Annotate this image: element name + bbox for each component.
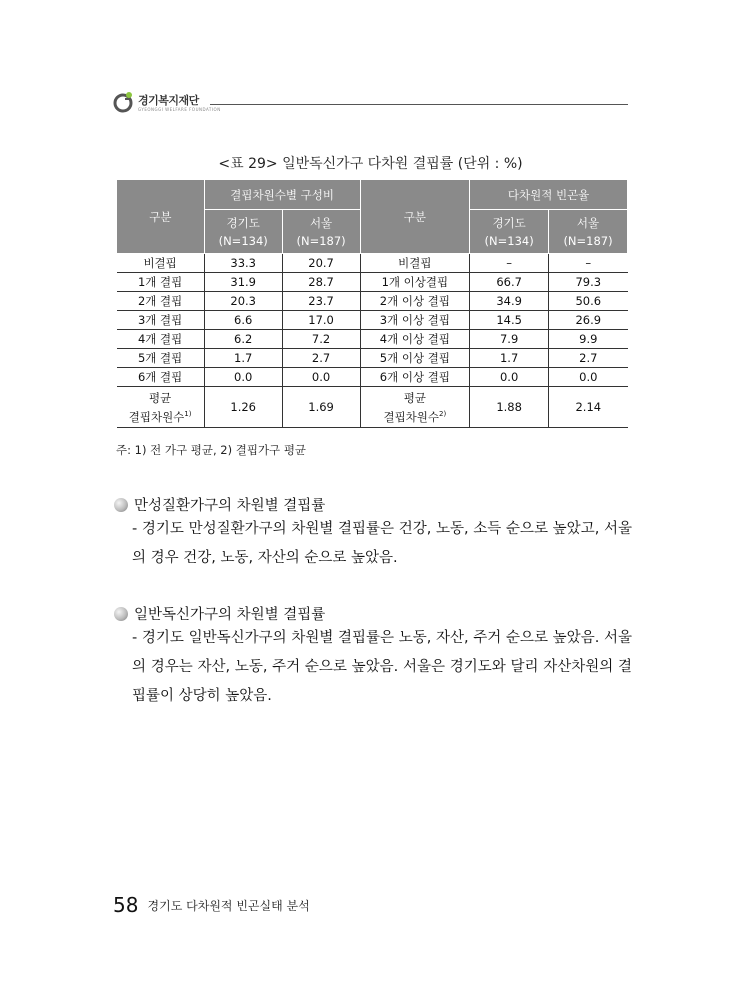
header-gyeonggi-1: 경기도 (N=134) bbox=[204, 210, 282, 254]
table-cell: 3개 이상 결핍 bbox=[360, 311, 470, 330]
table-cell: 33.3 bbox=[204, 254, 282, 273]
foundation-logo-icon bbox=[112, 90, 136, 114]
table-cell: 3개 결핍 bbox=[117, 311, 205, 330]
table-cell: 6개 결핍 bbox=[117, 368, 205, 387]
table-cell: 2.7 bbox=[549, 349, 628, 368]
running-title: 경기도 다차원적 빈곤실태 분석 bbox=[147, 898, 310, 913]
table-row-average bbox=[117, 387, 628, 428]
table-row bbox=[117, 368, 628, 387]
table-cell: 0.0 bbox=[470, 368, 549, 387]
table-row bbox=[117, 254, 628, 273]
header-gyeonggi-2: 경기도 (N=134) bbox=[470, 210, 549, 254]
table-cell: – bbox=[549, 254, 628, 273]
bullet-icon bbox=[114, 498, 128, 512]
table-cell: 1개 결핍 bbox=[117, 273, 205, 292]
table-cell: 26.9 bbox=[549, 311, 628, 330]
table-cell: 1.26 bbox=[204, 387, 282, 428]
table-cell: 5개 이상 결핍 bbox=[360, 349, 470, 368]
table-cell: 31.9 bbox=[204, 273, 282, 292]
table-cell: 7.2 bbox=[282, 330, 360, 349]
table-cell: 6.6 bbox=[204, 311, 282, 330]
bullet-icon bbox=[114, 607, 128, 621]
table-title: <표 29> 일반독신가구 다차원 결핍률 (단위 : %) bbox=[218, 156, 523, 172]
table-cell: 2개 이상 결핍 bbox=[360, 292, 470, 311]
table-cell: 9.9 bbox=[549, 330, 628, 349]
table-cell: 2개 결핍 bbox=[117, 292, 205, 311]
org-name: 경기복지재단 bbox=[138, 94, 199, 107]
table-cell: 0.0 bbox=[204, 368, 282, 387]
table-cell: 0.0 bbox=[282, 368, 360, 387]
header-seoul-1: 서울 (N=187) bbox=[282, 210, 360, 254]
table-row bbox=[117, 330, 628, 349]
table-cell: 79.3 bbox=[549, 273, 628, 292]
table-cell: 7.9 bbox=[470, 330, 549, 349]
table-cell: 1개 이상결핍 bbox=[360, 273, 470, 292]
table-cell: 1.88 bbox=[470, 387, 549, 428]
page-number: 58 bbox=[113, 893, 139, 917]
header-category-left: 구분 bbox=[117, 180, 205, 254]
table-cell: 4개 이상 결핍 bbox=[360, 330, 470, 349]
table-row bbox=[117, 292, 628, 311]
section-heading-chronic: 만성질환가구의 차원별 결핍률 bbox=[114, 494, 325, 515]
table-cell: 28.7 bbox=[282, 273, 360, 292]
table-cell: 20.3 bbox=[204, 292, 282, 311]
table-cell: 0.0 bbox=[549, 368, 628, 387]
avg-label-left: 평균 결핍차원수$^{1)}$ bbox=[117, 387, 205, 428]
table-cell: 1.7 bbox=[204, 349, 282, 368]
header-group-composition: 결핍차원수별 구성비 bbox=[204, 180, 360, 210]
table-cell: 17.0 bbox=[282, 311, 360, 330]
table-row bbox=[117, 311, 628, 330]
table-cell: 비결핍 bbox=[360, 254, 470, 273]
table-row bbox=[117, 349, 628, 368]
table-cell: 비결핍 bbox=[117, 254, 205, 273]
section-text-single: - 경기도 일반독신가구의 차원별 결핍률은 노동, 자산, 주거 순으로 높았음. 서울의 경우는 자산, 노동, 주거 순으로 높았음. 서울은 경기도와 달리 자산차원의 결핍률이 상당히 높았음. bbox=[132, 630, 632, 704]
section-text-chronic: - 경기도 만성질환가구의 차원별 결핍률은 건강, 노동, 소득 순으로 높았고, 서울의 경우 건강, 노동, 자산의 순으로 높았음. bbox=[132, 521, 632, 566]
table-cell: 14.5 bbox=[470, 311, 549, 330]
header-rule bbox=[210, 104, 628, 105]
table-row bbox=[117, 273, 628, 292]
table-cell: 66.7 bbox=[470, 273, 549, 292]
table-cell: – bbox=[470, 254, 549, 273]
table-cell: 4개 결핍 bbox=[117, 330, 205, 349]
header-group-poverty-rate: 다차원적 빈곤율 bbox=[470, 180, 628, 210]
table-cell: 5개 결핍 bbox=[117, 349, 205, 368]
table-cell: 23.7 bbox=[282, 292, 360, 311]
avg-label-right: 평균 결핍차원수$^{2)}$ bbox=[360, 387, 470, 428]
table-cell: 2.14 bbox=[549, 387, 628, 428]
table-cell: 34.9 bbox=[470, 292, 549, 311]
table-cell: 6개 이상 결핍 bbox=[360, 368, 470, 387]
page-footer bbox=[113, 893, 310, 917]
table-cell: 20.7 bbox=[282, 254, 360, 273]
table-cell: 1.69 bbox=[282, 387, 360, 428]
table-cell: 6.2 bbox=[204, 330, 282, 349]
deprivation-table bbox=[116, 179, 628, 428]
table-note: 주: 1) 전 가구 평균, 2) 결핍가구 평균 bbox=[116, 443, 307, 457]
table-cell: 2.7 bbox=[282, 349, 360, 368]
table-cell: 1.7 bbox=[470, 349, 549, 368]
header-seoul-2: 서울 (N=187) bbox=[549, 210, 628, 254]
header-category-right: 구분 bbox=[360, 180, 470, 254]
page-header bbox=[112, 90, 628, 116]
table-cell: 50.6 bbox=[549, 292, 628, 311]
org-sub-name: GYEONGGI WELFARE FOUNDATION bbox=[138, 107, 221, 112]
section-heading-single: 일반독신가구의 차원별 결핍률 bbox=[114, 603, 325, 624]
